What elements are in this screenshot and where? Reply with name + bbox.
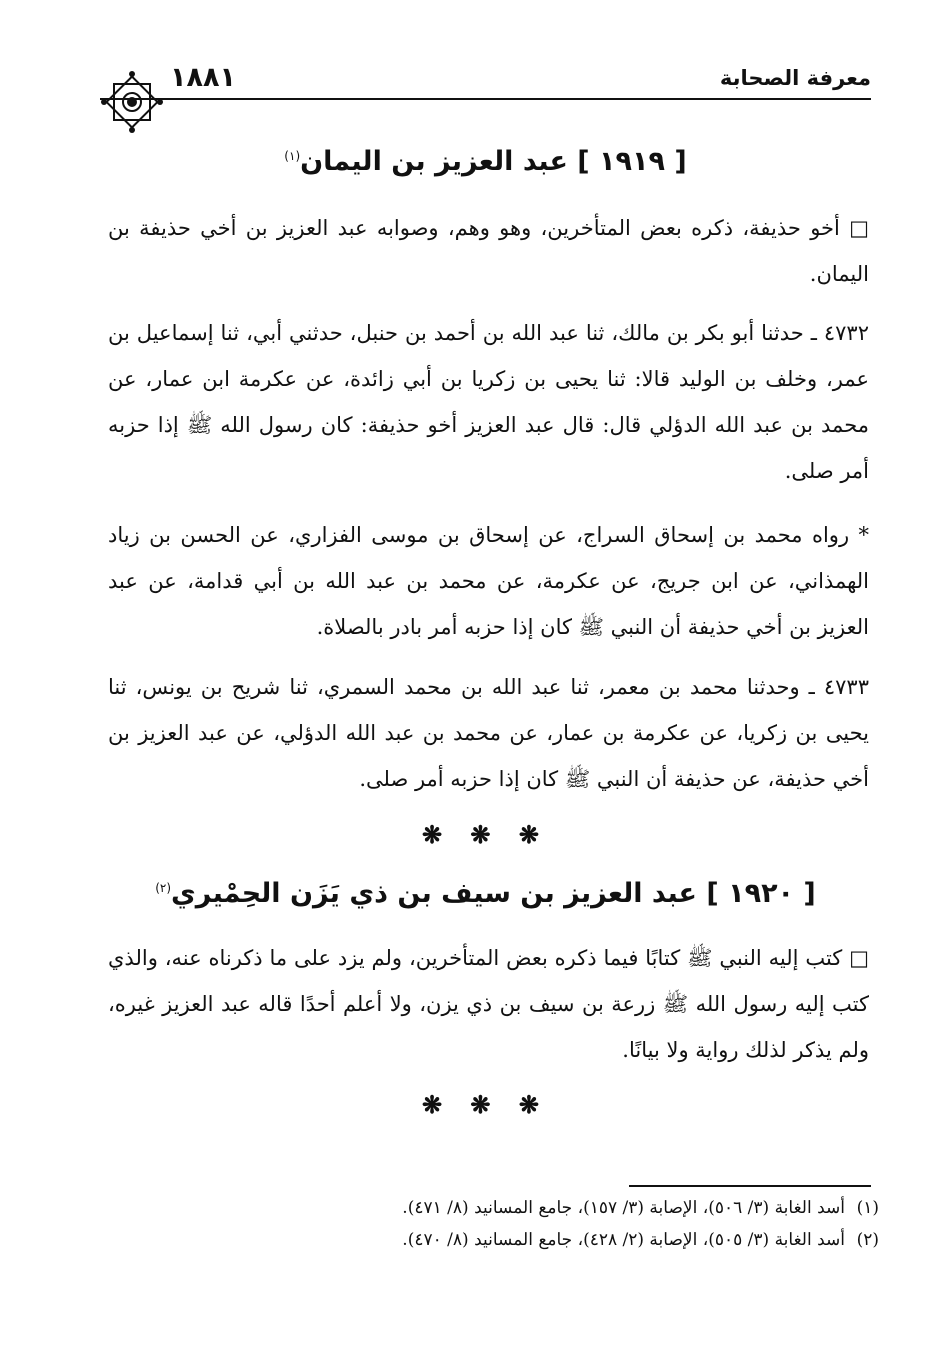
running-header	[100, 62, 871, 100]
entry-heading-text: [ ١٩١٩ ] عبد العزيز بن اليمان	[300, 146, 687, 177]
entry-heading-text: [ ١٩٢٠ ] عبد العزيز بن سيف بن ذي يَزَن الحِمْيري	[171, 878, 816, 909]
footnote-number: (١)	[856, 1198, 879, 1218]
footnote-number: (٢)	[856, 1230, 879, 1250]
entry-heading-1920	[100, 878, 871, 909]
footnote-rule	[629, 1185, 871, 1187]
footnote-item	[300, 1196, 879, 1220]
star-ornament-icon	[100, 70, 164, 134]
hadith-4732: ٤٧٣٢ ـ حدثنا أبو بكر بن مالك، ثنا عبد الله بن أحمد بن حنبل، حدثني أبي، ثنا إسماعيل بن عمر، وخلف بن الوليد قالا: ثنا يحيى بن زكريا بن أبي زائدة، عن عكرمة ابن عمار، عن محمد بن عبد الله الدؤلي قال: قال عبد العزيز أخو حذيفة: كان رسول الله ﷺ إذا حزبه أمر صلى.	[108, 321, 869, 483]
page-number: ١٨٨١	[170, 62, 236, 93]
section-separator: ❋ ❋ ❋	[421, 820, 550, 849]
entry-heading-1919	[100, 146, 871, 177]
footnote-item	[300, 1228, 879, 1252]
footnote-ref: (١)	[284, 149, 301, 163]
footnote-text: أسد الغابة (٣/ ٥٠٦)، الإصابة (٣/ ١٥٧)، جامع المسانيد (٨/ ٤٧١).	[402, 1198, 845, 1218]
section-separator: ❋ ❋ ❋	[421, 1090, 550, 1119]
footnote-ref: (٢)	[155, 881, 172, 895]
footnote-text: أسد الغابة (٣/ ٥٠٥)، الإصابة (٢/ ٤٢٨)، جامع المسانيد (٨/ ٤٧٠).	[402, 1230, 845, 1250]
hadith-4733: ٤٧٣٣ ـ وحدثنا محمد بن معمر، ثنا عبد الله بن محمد السمري، ثنا شريح بن يونس، ثنا يحيى بن زكريا، عن عكرمة بن عمار، عن محمد بن عبد الله الدؤلي، عن عبد العزيز بن أخي حذيفة، عن حذيفة أن النبي ﷺ كان إذا حزبه أمر صلى.	[108, 675, 869, 791]
book-title: معرفة الصحابة	[719, 66, 871, 90]
entry-paragraph: □ أخو حذيفة، ذكره بعض المتأخرين، وهو وهم، وصوابه عبد العزيز بن أخي حذيفة بن اليمان.	[108, 216, 869, 286]
entry-paragraph: □ كتب إليه النبي ﷺ كتابًا فيما ذكره بعض المتأخرين، ولم يزد على ما ذكرناه عنه، والذي كتب إليه رسول الله ﷺ زرعة بن سيف بن ذي يزن، ولا أعلم أحدًا قاله عبد العزيز غيره، ولم يذكر لذلك رواية ولا بيانًا.	[108, 946, 869, 1062]
hadith-commentary: * رواه محمد بن إسحاق السراج، عن إسحاق بن موسى الفزاري، عن الحسن بن زياد الهمذاني، عن ابن جريج، عن عكرمة، عن محمد بن عبد الله بن أبي قدامة، عن عبد العزيز بن أخي حذيفة أن النبي ﷺ كان إذا حزبه أمر بادر بالصلاة.	[108, 523, 869, 639]
